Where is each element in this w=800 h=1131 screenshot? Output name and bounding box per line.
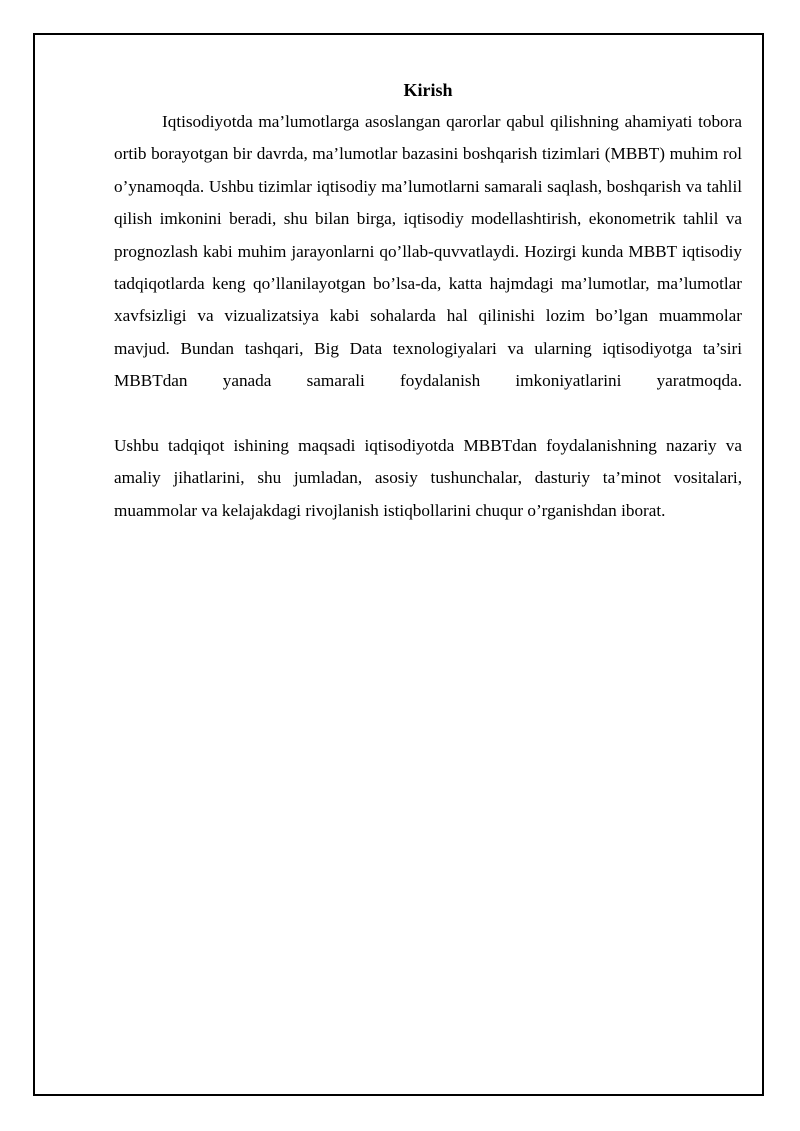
paragraph-spacer	[114, 398, 742, 430]
intro-paragraph-2: Ushbu tadqiqot ishining maqsadi iqtisodiyotda MBBTdan foydalanishning nazariy va amaliy jihatlarini, shu jumladan, asosiy tushunchalar, dasturiy ta’minot vositalari, muammolar va kelajakdagi rivojlanish istiqbollarini chuqur o’rganishdan iborat.	[114, 436, 742, 520]
document-body	[114, 74, 742, 527]
section-heading: Kirish	[403, 80, 453, 100]
intro-paragraph-1: Iqtisodiyotda ma’lumotlarga asoslangan qarorlar qabul qilishning ahamiyati tobora ortib borayotgan bir davrda, ma’lumotlar bazasini boshqarish tizimlari (MBBT) muhim rol o’ynamoqda. Ushbu tizimlar iqtisodiy ma’lumotlarni samarali saqlash, boshqarish va tahlil qilish imkonini beradi, shu bilan birga, iqtisodiy modellashtirish, ekonometrik tahlil va prognozlash kabi muhim jarayonlarni qo’llab-quvvatlaydi. Hozirgi kunda MBBT iqtisodiy tadqiqotlarda keng qo’llanilayotgan bo’lsa-da, katta hajmdagi ma’lumotlar, ma’lumotlar xavfsizligi va vizualizatsiya kabi sohalarda hal qilinishi lozim bo’lgan muammolar mavjud. Bundan tashqari, Big Data texnologiyalari va ularning iqtisodiyotga ta’siri MBBTdan yanada samarali foydalanish imkoniyatlarini yaratmoqda.	[114, 112, 742, 391]
